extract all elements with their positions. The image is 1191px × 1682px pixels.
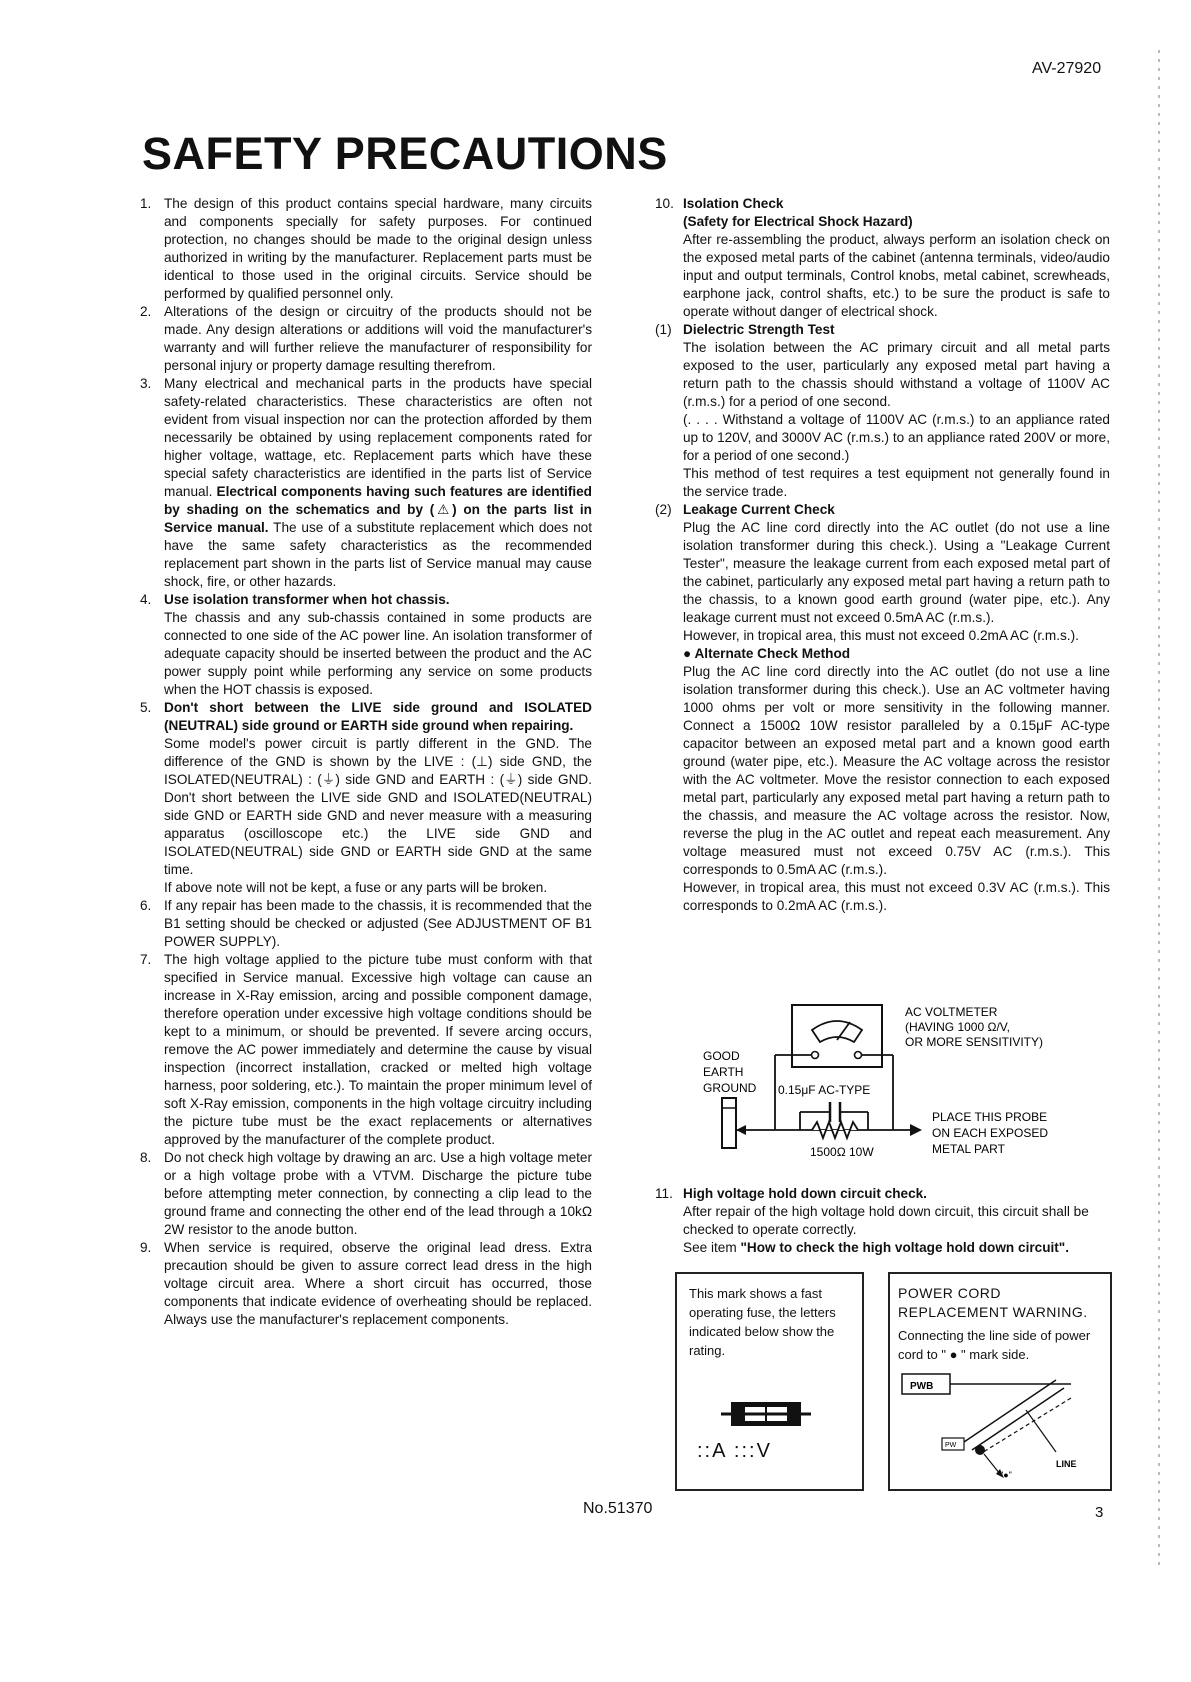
capacitor-label: 0.15μF AC-TYPE bbox=[778, 1083, 871, 1097]
list-item-10: 10. Isolation Check (Safety for Electrical Shock Hazard) After re-assembling the product, always perform an isolation check on the exposed metal parts of the cabinet (antenna terminals, video/audio input and output terminals, Control knobs, metal cabinet, screwheads, earphone jack, control shafts, etc.) to be sure the product is safe to operate without danger of electrical shock. bbox=[655, 196, 1110, 319]
list-item-11: 11. High voltage hold down circuit check. After repair of the high voltage hold down circuit, this circuit shall be checked to operate correctly. See item "How to check the high voltage hold down circuit". bbox=[655, 1185, 1110, 1257]
ground-label: GROUND bbox=[703, 1081, 757, 1095]
pw-label: PW bbox=[945, 1442, 957, 1449]
list-item-5: 5. Don't short between the LIVE side ground and ISOLATED (NEUTRAL) side ground or EARTH side ground when repairing. Some model's power circuit is partly different in the GND. The difference of the GND is shown by the LIVE : (⊥) side GND, the ISOLATED(NEUTRAL) : (⏚) side GND and EARTH : (⏚) side GND. Don't short between the LIVE side GND and ISOLATED(NEUTRAL) side GND or EARTH side GND and never measure with a measuring apparatus (oscilloscope etc.) the LIVE side GND and ISOLATED(NEUTRAL) side GND or EARTH side GND at the same time. If above note will not be kept, a fuse or any parts will be broken. bbox=[140, 700, 592, 895]
item-heading: Leakage Current Check bbox=[683, 502, 835, 517]
list-item-9: 9. When service is required, observe the original lead dress. Extra precaution should be given to assure correct lead dress in the high voltage circuit area. Where a short circuit has occurred, those components that indicate evidence of overheating should be replaced. Always use the manufacturer's replacement components. bbox=[140, 1240, 592, 1327]
item-heading: Dielectric Strength Test bbox=[683, 322, 835, 337]
line-side-dot-icon bbox=[975, 1445, 985, 1455]
item-text: The chassis and any sub-chassis contained in some products are connected to one side of the AC power line. An isolation transformer of adequate capacity should be inserted between the product and the AC power supply point while performing any service on some products when the HOT chassis is exposed. bbox=[164, 610, 592, 697]
item-heading: Don't short between the LIVE side ground and ISOLATED (NEUTRAL) side ground or EARTH side ground when repairing. bbox=[164, 700, 592, 733]
fuse-notice-text: This mark shows a fast operating fuse, the letters indicated below show the rating. bbox=[689, 1286, 836, 1358]
item-text: Alterations of the design or circuitry of the products should not be made. Any design alterations or additions will void the manufacturer's warranty and will further relieve the manufacturer of responsibility for personal injury or property damage resulting therefrom. bbox=[164, 304, 592, 373]
item-text: When service is required, observe the original lead dress. Extra precaution should be given to assure correct lead dress in the high voltage circuit area. Where a short circuit has occurred, those components that indicate evidence of overheating should be replaced. Always use the manufacturer's replacement components. bbox=[164, 1240, 592, 1327]
voltmeter-label: AC VOLTMETER bbox=[905, 1005, 998, 1019]
pwb-label: PWB bbox=[910, 1381, 934, 1392]
cord-warning-title: POWER CORD bbox=[898, 1285, 1001, 1301]
list-item-8: 8. Do not check high voltage by drawing an arc. Use a high voltage meter or a high voltage probe with a VTVM. Discharge the picture tube before attempting meter connection, by connecting a clip lead to the ground frame and connecting the other end of the lead through a 10kΩ 2W resistor to the anode button. bbox=[140, 1150, 592, 1237]
ground-rod-icon bbox=[722, 1098, 736, 1148]
cord-warning-title: REPLACEMENT WARNING. bbox=[898, 1304, 1088, 1320]
list-item-6: 6. If any repair has been made to the chassis, it is recommended that the B1 setting should be checked or adjusted (See ADJUSTMENT OF B1 POWER SUPPLY). bbox=[140, 898, 592, 949]
item-text: (. . . . Withstand a voltage of 1100V AC (r.m.s.) to an appliance rated up to 120V, and 3000V AC (r.m.s.) to an appliance rated 200V or more, for a period of one second.) bbox=[683, 412, 1110, 463]
line-label: LINE bbox=[1056, 1459, 1077, 1469]
power-cord-diagram bbox=[896, 1370, 1101, 1480]
subitem-dielectric-test: (1) Dielectric Strength Test The isolation between the AC primary circuit and all metal parts exposed to the user, particularly any exposed metal part having a return path to the chassis should withstand a voltage of 1100V AC (r.m.s.) for a period of one second. (. . . . Withstand a voltage of 1100V AC (r.m.s.) to an appliance rated up to 120V, and 3000V AC (r.m.s.) to an appliance rated 200V or more, for a period of one second.) This method of test requires a test equipment not generally found in the service trade. bbox=[655, 322, 1110, 499]
item-text: This method of test requires a test equipment not generally found in the service trade. bbox=[683, 466, 1110, 499]
item-text: However, in tropical area, this must not exceed 0.2mA AC (r.m.s.). bbox=[683, 628, 1079, 643]
item-text-note: If above note will not be kept, a fuse or any parts will be broken. bbox=[164, 880, 548, 895]
resistor-icon bbox=[812, 1122, 858, 1138]
item-see-reference: See item "How to check the high voltage hold down circuit". bbox=[683, 1240, 1070, 1255]
item-text: After re-assembling the product, always perform an isolation check on the exposed metal parts of the cabinet (antenna terminals, video/audio input and output terminals, Control knobs, metal cabinet, screwheads, earphone jack, control shafts, etc.) to be sure the product is safe to operate without danger of electrical shock. bbox=[683, 232, 1110, 319]
item-text: Plug the AC line cord directly into the AC outlet (do not use a line isolation transformer during this check.). Using a "Leakage Current Tester", measure the leakage current from each exposed metal part of the cabinet, particularly any exposed metal part having a return path to the chassis, to a known good earth ground (water pipe, etc.). Any leakage current must not exceed 0.5mA AC (r.m.s.). bbox=[683, 520, 1110, 625]
item-text: However, in tropical area, this must not exceed 0.3V AC (r.m.s.). This corresponds to 0.2mA AC (r.m.s.). bbox=[683, 880, 1110, 913]
item-text: The high voltage applied to the picture tube must conform with that specified in Service manual. Excessive high voltage can cause an increase in X-Ray emission, arcing and possible component damage, therefore operation under excessive high voltage conditions should be kept to a minimum, or should be prevented. If severe arcing occurs, remove the AC power immediately and determine the cause by visual inspection (incorrect installation, cracked or melted high voltage harness, poor soldering, etc.). To maintain the proper minimum level of soft X-Ray emission, components in the high voltage circuitry including the picture tube must be the exact replacements or alternatives approved by the manufacturer of the complete product. bbox=[164, 952, 592, 1147]
right-column bbox=[655, 195, 1110, 915]
fuse-rating: ::A :::V bbox=[697, 1440, 772, 1462]
cord-warning-text: Connecting the line side of power cord to " ● " mark side. bbox=[898, 1328, 1091, 1362]
item-heading: Use isolation transformer when hot chassis. bbox=[164, 592, 450, 607]
left-column bbox=[140, 195, 592, 1329]
item-heading: Isolation Check bbox=[683, 196, 784, 211]
probe-label: PLACE THIS PROBE bbox=[932, 1110, 1048, 1124]
fuse-notice-box bbox=[675, 1272, 864, 1491]
page-title: SAFETY PRECAUTIONS bbox=[142, 128, 668, 179]
item-text: Some model's power circuit is partly different in the GND. The difference of the GND is shown by the LIVE : (⊥) side GND, the ISOLATED(NEUTRAL) : (⏚) side GND and EARTH : (⏚) side GND. Don't short between the LIVE side GND and ISOLATED(NEUTRAL) side GND or EARTH side GND and never measure with a measuring apparatus (oscilloscope etc.) the LIVE side GND and ISOLATED(NEUTRAL) side GND or EARTH side GND at the same time. bbox=[164, 736, 592, 877]
item-text: If any repair has been made to the chassis, it is recommended that the B1 setting should be checked or adjusted (See ADJUSTMENT OF B1 POWER SUPPLY). bbox=[164, 898, 592, 949]
leakage-test-diagram bbox=[700, 1000, 1080, 1165]
ground-label: EARTH bbox=[703, 1065, 744, 1079]
list-item-2: 2. Alterations of the design or circuitry of the products should not be made. Any design alterations or additions will void the manufacturer's warranty and will further relieve the manufacturer of responsibility for personal injury or property damage resulting therefrom. bbox=[140, 304, 592, 373]
dot-label: "●" bbox=[1000, 1470, 1012, 1480]
list-item-1: 1. The design of this product contains special hardware, many circuits and components specially for safety purposes. For continued protection, no changes should be made to the original design unless authorized in writing by the manufacturer. Replacement parts must be identical to those used in the original circuits. Service should be performed by qualified personnel only. bbox=[140, 196, 592, 301]
page-number: 3 bbox=[1095, 1504, 1104, 1521]
ground-label: GOOD bbox=[703, 1049, 740, 1063]
resistor-label: 1500Ω 10W bbox=[810, 1145, 874, 1159]
item-subheading: (Safety for Electrical Shock Hazard) bbox=[683, 214, 913, 229]
item-bold-text: Electrical components having such features are identified by shading on the schematics and by (⚠) on the parts list in Service manual. bbox=[164, 484, 592, 535]
list-item-3: 3. Many electrical and mechanical parts in the products have special safety-related characteristics. These characteristics are often not evident from visual inspection nor can the protection afforded by them necessarily be obtained by using replacement components rated for higher voltage, wattage, etc. Replacement parts which have these special safety characteristics are identified in the parts list of Service manual. Electrical components having such features are identified by shading on the schematics and by (⚠) on the parts list in Service manual. The use of a substitute replacement which does not have the same safety characteristics as the recommended replacement part shown in the parts list of Service manual may cause shock, fire, or other hazards. bbox=[140, 376, 593, 589]
power-cord-warning-box bbox=[888, 1272, 1112, 1491]
item-text: Do not check high voltage by drawing an arc. Use a high voltage meter or a high voltage probe with a VTVM. Discharge the picture tube before attempting meter connection, by connecting a clip lead to the ground frame and connecting the other end of the lead through a 10kΩ 2W resistor to the anode button. bbox=[164, 1150, 592, 1237]
item-text: The isolation between the AC primary circuit and all metal parts exposed to the user, particularly any exposed metal part having a return path to the chassis should withstand a voltage of 1100V AC (r.m.s.) for a period of one second. bbox=[683, 340, 1110, 409]
subitem-leakage-check: (2) Leakage Current Check Plug the AC line cord directly into the AC outlet (do not use a line isolation transformer during this check.). Using a "Leakage Current Tester", measure the leakage current from each exposed metal part of the cabinet, particularly any exposed metal part having a return path to the chassis, to a known good earth ground (water pipe, etc.). Any leakage current must not exceed 0.5mA AC (r.m.s.). However, in tropical area, this must not exceed 0.2mA AC (r.m.s.). ● Alternate Check Method Plug the AC line cord directly into the AC outlet (do not use a line isolation transformer during this check.). Use an AC voltmeter having 1000 ohms per volt or more sensitivity in the following manner. Connect a 1500Ω 10W resistor paralleled by a 0.15μF AC-type capacitor between an exposed metal part and a known good earth ground (water pipe, etc.). Measure the AC voltage across the resistor with the AC voltmeter. Move the resistor connection to each exposed metal part, particularly any exposed metal part having a return path to the chassis, and measure the AC voltage across the resistor. Now, reverse the plug in the AC outlet and repeat each measurement. Any voltage measured must not exceed 0.75V AC (r.m.s.). This corresponds to 0.5mA AC (r.m.s.). However, in tropical area, this must not exceed 0.3V AC (r.m.s.). This corresponds to 0.2mA AC (r.m.s.). bbox=[655, 502, 1110, 913]
alternate-method-heading: ● Alternate Check Method bbox=[683, 646, 851, 661]
voltmeter-icon bbox=[792, 1005, 882, 1067]
item-heading: High voltage hold down circuit check. bbox=[683, 1186, 927, 1201]
item-text: After repair of the high voltage hold down circuit, this circuit shall be checked to operate correctly. bbox=[683, 1204, 1089, 1237]
item-text: The design of this product contains special hardware, many circuits and components specially for safety purposes. For continued protection, no changes should be made to the original design unless authorized in writing by the manufacturer. Replacement parts must be identical to those used in the original circuits. Service should be performed by qualified personnel only. bbox=[164, 196, 592, 301]
list-item-4: 4. Use isolation transformer when hot chassis. The chassis and any sub-chassis contained in some products are connected to one side of the AC power line. An isolation transformer of adequate capacity should be inserted between the product and the AC power supply point while performing any service on some products when the HOT chassis is exposed. bbox=[140, 592, 592, 697]
scan-edge bbox=[1158, 50, 1160, 1570]
voltmeter-label: (HAVING 1000 Ω/V, bbox=[905, 1020, 1011, 1034]
document-number: No.51370 bbox=[583, 1500, 653, 1517]
model-number: AV-27920 bbox=[1032, 60, 1102, 77]
probe-label: METAL PART bbox=[932, 1142, 1005, 1156]
voltmeter-label: OR MORE SENSITIVITY) bbox=[905, 1035, 1044, 1049]
fuse-icon bbox=[721, 1394, 811, 1434]
list-item-7: 7. The high voltage applied to the picture tube must conform with that specified in Service manual. Excessive high voltage can cause an increase in X-Ray emission, arcing and possible component damage, therefore operation under excessive high voltage conditions should be kept to a minimum, or should be prevented. If severe arcing occurs, remove the AC power immediately and determine the cause by visual inspection (incorrect installation, cracked or melted high voltage harness, poor soldering, etc.). To maintain the proper minimum level of soft X-Ray emission, components in the high voltage circuitry including the picture tube must be the exact replacements or alternatives approved by the manufacturer of the complete product. bbox=[140, 952, 592, 1147]
item-text: Many electrical and mechanical parts in the products have special safety-related characteristics. These characteristics are often not evident from visual inspection nor can the protection afforded by them necessarily be obtained by using replacement components rated for higher voltage, wattage, etc. Replacement parts which have these special safety characteristics are identified in the parts list of Service manual. Electrical components having such features are identified by shading on the schematics and by (⚠) on the parts list in Service manual. The use of a substitute replacement which does not have the same safety characteristics as the recommended replacement part shown in the parts list of Service manual may cause shock, fire, or other hazards. bbox=[164, 376, 593, 589]
item-text: Plug the AC line cord directly into the AC outlet (do not use a line isolation transformer during this check.). Use an AC voltmeter having 1000 ohms per volt or more sensitivity in the following manner. Connect a 1500Ω 10W resistor paralleled by a 0.15μF AC-type capacitor between an exposed metal part and a known good earth ground (water pipe, etc.). Measure the AC voltage across the resistor with the AC voltmeter. Move the resistor connection to each exposed metal part, particularly any exposed metal part having a return path to the chassis, and measure the AC voltage across the resistor. Now, reverse the plug in the AC outlet and repeat each measurement. Any voltage measured must not exceed 0.75V AC (r.m.s.). This corresponds to 0.5mA AC (r.m.s.). bbox=[683, 664, 1110, 877]
probe-label: ON EACH EXPOSED bbox=[932, 1126, 1049, 1140]
